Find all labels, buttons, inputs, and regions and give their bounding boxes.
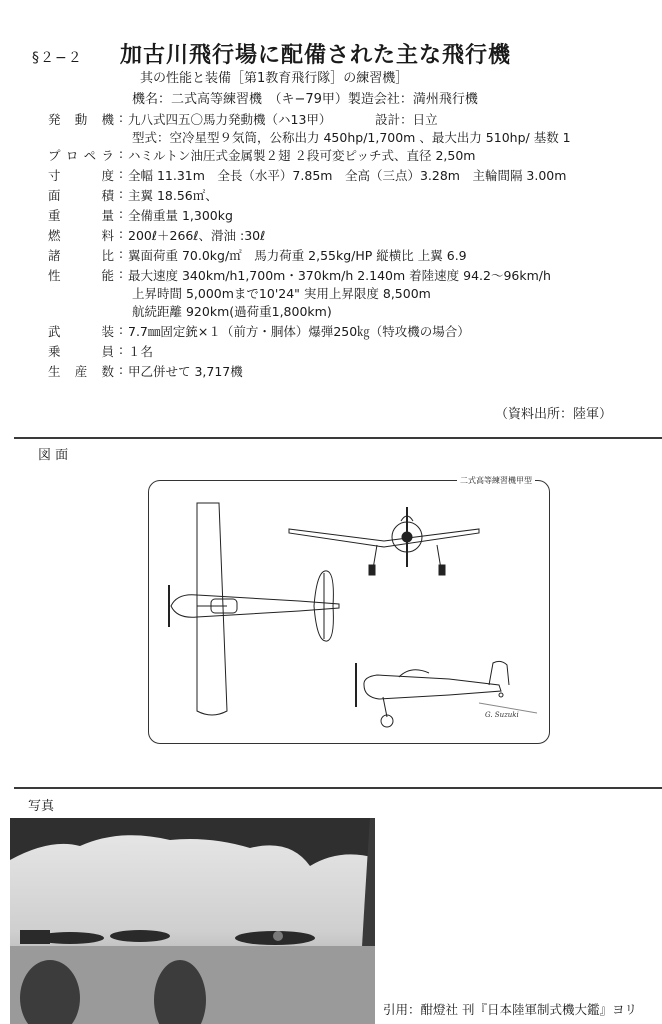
spec-value: 7.7㎜固定銃×１（前方・胴体）爆弾250㎏（特攻機の場合） [128, 324, 470, 339]
citation: 引用：酣燈社 刊『日本陸軍制式機大鑑』ヨリ [383, 1002, 637, 1017]
three-view-drawing [148, 476, 550, 744]
spec-colon: : [118, 166, 124, 181]
side-gear-strut [383, 697, 387, 717]
spec-colon: : [118, 342, 124, 357]
page-title: 加古川飛行場に配備された主な飛行機 [120, 43, 512, 68]
top-view-wing [197, 503, 227, 715]
spec-label: 発動機 [48, 112, 114, 127]
spec-value: 全幅 11.31m 全長（水平）7.85m 全高（三点）3.28m 主輪間隔 3.00m [128, 168, 567, 183]
spec-colon: : [118, 206, 124, 221]
spec-value: １名 [128, 344, 154, 359]
spec-colon: : [118, 226, 124, 241]
spec-row-engine [48, 110, 438, 128]
spec-row-ratios [48, 246, 467, 264]
spec-row-weight [48, 206, 233, 224]
spec-range: 航続距離 920km(過荷重1,800km) [132, 304, 332, 319]
spec-colon: : [118, 146, 124, 161]
spec-colon: : [118, 322, 124, 337]
photo-hinomaru [273, 931, 283, 941]
subtitle: 其の性能と装備［第1教育飛行隊］の練習機］ [140, 71, 409, 86]
spec-label: 面積 [48, 188, 114, 203]
tail-wheel [499, 693, 503, 697]
spec-value: 最大速度 340km/h1,700m・370km/h 2.140m 着陸速度 94.2〜96km/h [128, 268, 551, 283]
spec-value: 甲乙併せて 3,717機 [128, 364, 243, 379]
spec-row-production [48, 362, 243, 380]
photo-vehicle [20, 930, 50, 944]
spec-label: 性能 [48, 268, 114, 283]
right-wheel [439, 565, 445, 575]
spec-label: 燃料 [48, 228, 114, 243]
spec-value: ハミルトン油圧式金属製２翅 ２段可変ピッチ式、直径 2,50m [128, 148, 476, 163]
spec-row-area [48, 186, 218, 204]
spec-value: 200ℓ＋266ℓ、滑油 :30ℓ [128, 228, 266, 243]
side-view-fuselage [364, 675, 501, 699]
spec-value: 主翼 18.56㎡、 [128, 188, 218, 203]
spec-climb: 上昇時間 5,000mまで10'24" 実用上昇限度 8,500m [132, 286, 431, 301]
spec-label: 重量 [48, 208, 114, 223]
spec-row-fuel [48, 226, 265, 244]
spec-value: 全備重量 1,300kg [128, 208, 233, 223]
aircraft-three-view-svg [149, 481, 549, 743]
airfield-photo [10, 818, 375, 1024]
side-view-canopy [399, 670, 429, 677]
spec-colon: : [118, 246, 124, 261]
front-view-wing [289, 529, 479, 547]
spec-colon: : [118, 110, 124, 125]
airfield-photo-svg [10, 818, 375, 1024]
top-view [169, 503, 339, 715]
drawing-section-label: 図 面 [38, 448, 69, 463]
spec-value: 翼面荷重 70.0kg/㎡ 馬力荷重 2,55kg/HP 縦横比 上翼 6.9 [128, 248, 467, 263]
spec-colon: : [118, 266, 124, 281]
photo-dark-sky-edge [10, 818, 375, 866]
spec-row-crew [48, 342, 153, 360]
source-note: （資料出所：陸軍） [494, 407, 612, 422]
spec-label: プロペラ [48, 148, 114, 163]
side-view-fin [489, 661, 509, 685]
spec-value: 九八式四五〇馬力発動機（ハ13甲） 設計：日立 [128, 112, 438, 127]
photo-plane-2 [110, 930, 170, 942]
spec-label: 諸比 [48, 248, 114, 263]
spec-row-armament [48, 322, 470, 340]
model-line: 機名：二式高等練習機 （キ−79甲）製造会社：満州飛行機 [132, 92, 478, 107]
spec-colon: : [118, 186, 124, 201]
spec-label: 寸度 [48, 168, 114, 183]
front-view [289, 507, 479, 575]
left-wheel [369, 565, 375, 575]
drawing-signature: G. Suzuki [485, 711, 519, 719]
spec-colon: : [118, 362, 124, 377]
section-number: §２−２ [32, 50, 83, 66]
spec-label: 武装 [48, 324, 114, 339]
photo-aircraft-row [20, 930, 315, 945]
spec-engine-type: 型式：空冷星型９気筒，公称出力 450hp/1,700m 、最大出力 510hp/ 基数 1 [132, 130, 571, 145]
spec-label: 乗員 [48, 344, 114, 359]
spec-label: 生産数 [48, 364, 114, 379]
photo-section-label: 写真 [28, 799, 55, 814]
divider-bottom [14, 787, 662, 789]
spec-row-propeller [48, 146, 475, 164]
drawing-caption: 二式高等練習機甲型 [457, 475, 535, 486]
divider-top [14, 437, 662, 439]
spec-row-dimensions [48, 166, 566, 184]
spec-row-performance [48, 266, 551, 284]
